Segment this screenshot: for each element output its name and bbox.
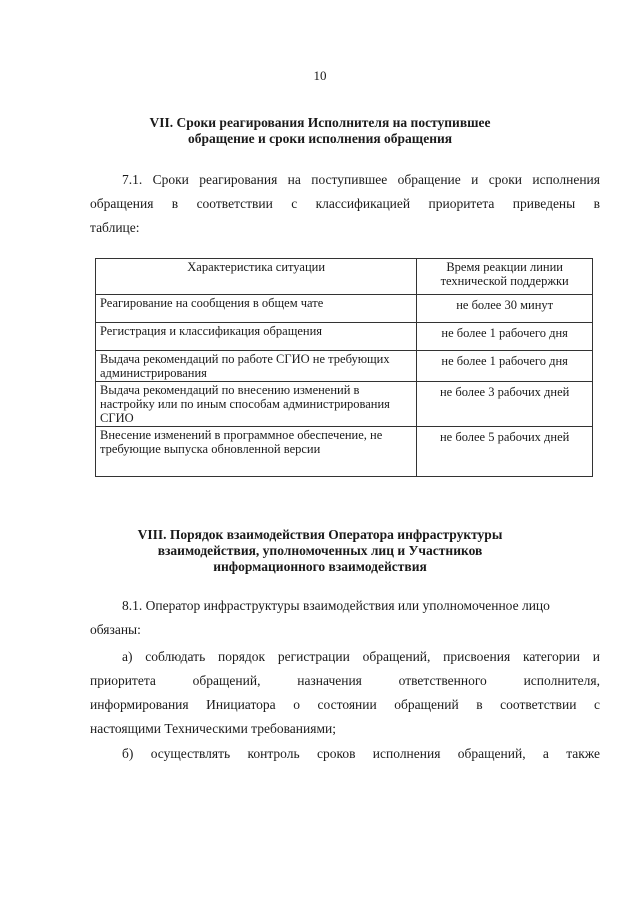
page-number: 10 (313, 68, 327, 83)
item-b (90, 742, 600, 766)
paragraph-8-1-line-1: 8.1. Оператор инфраструктуры взаимодействия или уполномоченное лицо (122, 598, 550, 613)
time-cell: не более 30 минут (417, 295, 593, 323)
section-8-title-line-2: взаимодействия, уполномоченных лиц и Участников (157, 543, 483, 558)
item-b-line-1: б) осуществлять контроль сроков исполнения обращений, а также (122, 746, 600, 761)
table-header-response-time: Время реакции линии технической поддержки (417, 259, 593, 295)
paragraph-7-1-line-1: 7.1. Сроки реагирования на поступившее обращение и сроки исполнения (122, 172, 600, 187)
section-7-heading (0, 115, 640, 147)
section-8-heading (0, 527, 640, 575)
table-header-row (96, 259, 593, 295)
situation-cell: Реагирование на сообщения в общем чате (96, 295, 417, 323)
table-row (96, 427, 593, 477)
paragraph-7-1-line-3: таблице: (90, 220, 140, 235)
situation-cell: Выдача рекомендаций по внесению изменений в настройку или по иным способам администрирования СГИО (96, 382, 417, 427)
paragraph-7-1-line-2: обращения в соответствии с классификацией приоритета приведены в (90, 196, 600, 211)
paragraph-8-1 (90, 594, 600, 642)
time-cell: не более 1 рабочего дня (417, 351, 593, 382)
table-row (96, 382, 593, 427)
situation-cell: Внесение изменений в программное обеспечение, не требующие выпуска обновленной версии (96, 427, 417, 477)
section-8-title-line-1: VIII. Порядок взаимодействия Оператора инфраструктуры (137, 527, 503, 542)
time-cell: не более 5 рабочих дней (417, 427, 593, 477)
item-a-line-2: приоритета обращений, назначения ответственного исполнителя, (90, 673, 600, 688)
item-a-line-4: настоящими Техническими требованиями; (90, 721, 336, 736)
situation-cell: Регистрация и классификация обращения (96, 323, 417, 351)
table-row (96, 323, 593, 351)
time-cell: не более 1 рабочего дня (417, 323, 593, 351)
paragraph-8-1-line-2: обязаны: (90, 622, 141, 637)
item-a (90, 645, 600, 741)
paragraph-7-1 (90, 168, 600, 240)
table-row (96, 295, 593, 323)
item-a-line-3: информирования Инициатора о состоянии обращений в соответствии с (90, 697, 600, 712)
section-8-title-line-3: информационного взаимодействия (213, 559, 427, 574)
table-header-situation: Характеристика ситуации (96, 259, 417, 295)
time-cell: не более 3 рабочих дней (417, 382, 593, 427)
table-row (96, 351, 593, 382)
section-7-title-line-2: обращение и сроки исполнения обращения (187, 131, 453, 146)
situation-cell: Выдача рекомендаций по работе СГИО не требующих администрирования (96, 351, 417, 382)
item-a-line-1: а) соблюдать порядок регистрации обращений, присвоения категории и (122, 649, 600, 664)
section-7-title-line-1: VII. Сроки реагирования Исполнителя на поступившее (149, 115, 491, 130)
response-time-table (95, 258, 593, 477)
